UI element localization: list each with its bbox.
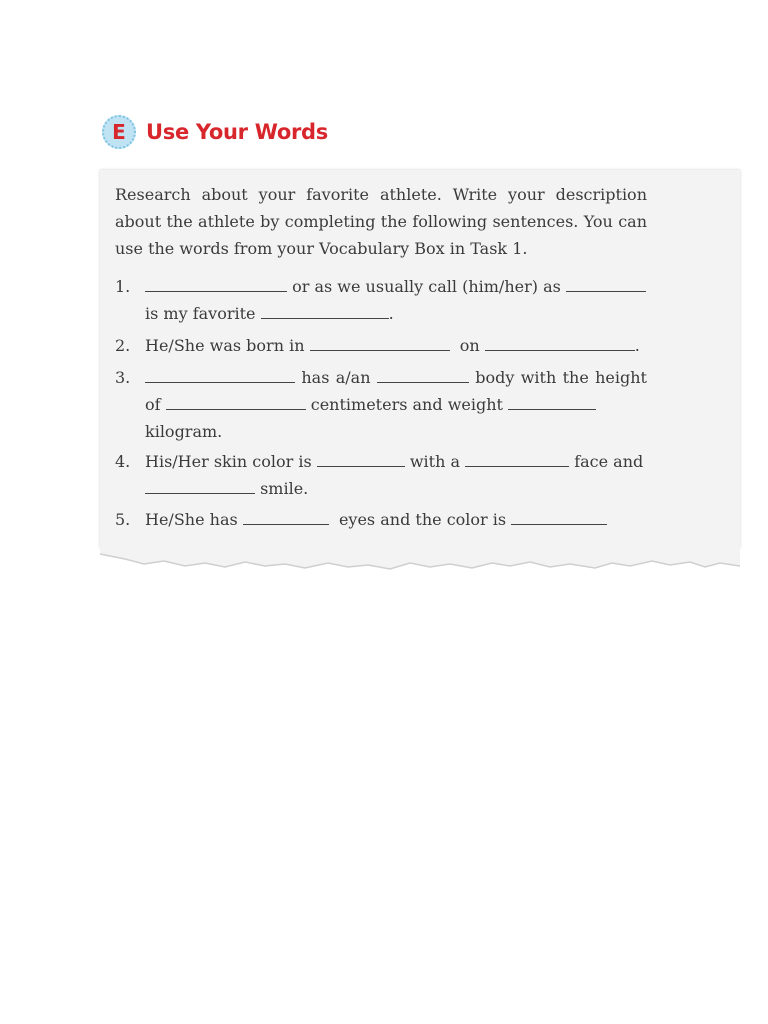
- sentence-text: body with the height of: [145, 368, 647, 414]
- sentence-1: [115, 273, 647, 327]
- section-badge-letter: E: [112, 120, 126, 144]
- sentence-text: He/She was born in: [145, 336, 305, 355]
- face-blank[interactable]: [465, 452, 569, 467]
- section-title: Use Your Words: [146, 120, 328, 144]
- sentence-text: .: [634, 336, 640, 355]
- sentence-text: or as we usually call (him/her) as: [292, 277, 561, 296]
- sentence-text: on: [459, 336, 480, 355]
- skin-color-blank[interactable]: [317, 452, 405, 467]
- smile-blank[interactable]: [145, 479, 255, 494]
- task-instructions: Research about your favorite athlete. Write your description about the athlete by completing the following sentences. You can use the words from your Vocabulary Box in Task 1.: [115, 185, 647, 258]
- birthdate-blank[interactable]: [485, 336, 635, 351]
- torn-paper-edge: [100, 536, 740, 576]
- sentence-number: 2.: [115, 336, 131, 355]
- sentence-text: face and: [574, 452, 644, 471]
- sentence-text: .: [388, 304, 394, 323]
- sentence-text: He/She has: [145, 510, 238, 529]
- sentence-text: smile.: [260, 479, 309, 498]
- sentence-text: His/Her skin color is: [145, 452, 312, 471]
- sentence-4: [115, 448, 647, 502]
- section-heading: [102, 115, 328, 149]
- sentence-text: with a: [409, 452, 461, 471]
- section-badge-icon: [102, 115, 136, 149]
- sentence-text: centimeters and weight: [310, 395, 503, 414]
- sentence-3: [115, 364, 647, 445]
- sentence-number: 4.: [115, 452, 131, 471]
- favorite-blank[interactable]: [261, 304, 389, 319]
- body-type-blank[interactable]: [377, 368, 469, 383]
- sentence-2: [115, 332, 647, 359]
- sentence-number: 5.: [115, 510, 131, 529]
- nickname-blank[interactable]: [566, 277, 646, 292]
- sentence-number: 1.: [115, 277, 131, 296]
- weight-blank[interactable]: [508, 395, 596, 410]
- sentence-5: [115, 506, 647, 533]
- sentence-text: has a/an: [301, 368, 371, 387]
- athlete-name-blank[interactable]: [145, 277, 287, 292]
- eye-color-blank[interactable]: [511, 510, 607, 525]
- sentence-text: is my favorite: [145, 304, 256, 323]
- birthplace-blank[interactable]: [310, 336, 450, 351]
- height-blank[interactable]: [166, 395, 306, 410]
- athlete-blank[interactable]: [145, 368, 295, 383]
- eyes-blank[interactable]: [243, 510, 329, 525]
- sentence-text: eyes and the color is: [338, 510, 507, 529]
- sentence-text: kilogram.: [145, 422, 223, 441]
- sentence-number: 3.: [115, 368, 131, 387]
